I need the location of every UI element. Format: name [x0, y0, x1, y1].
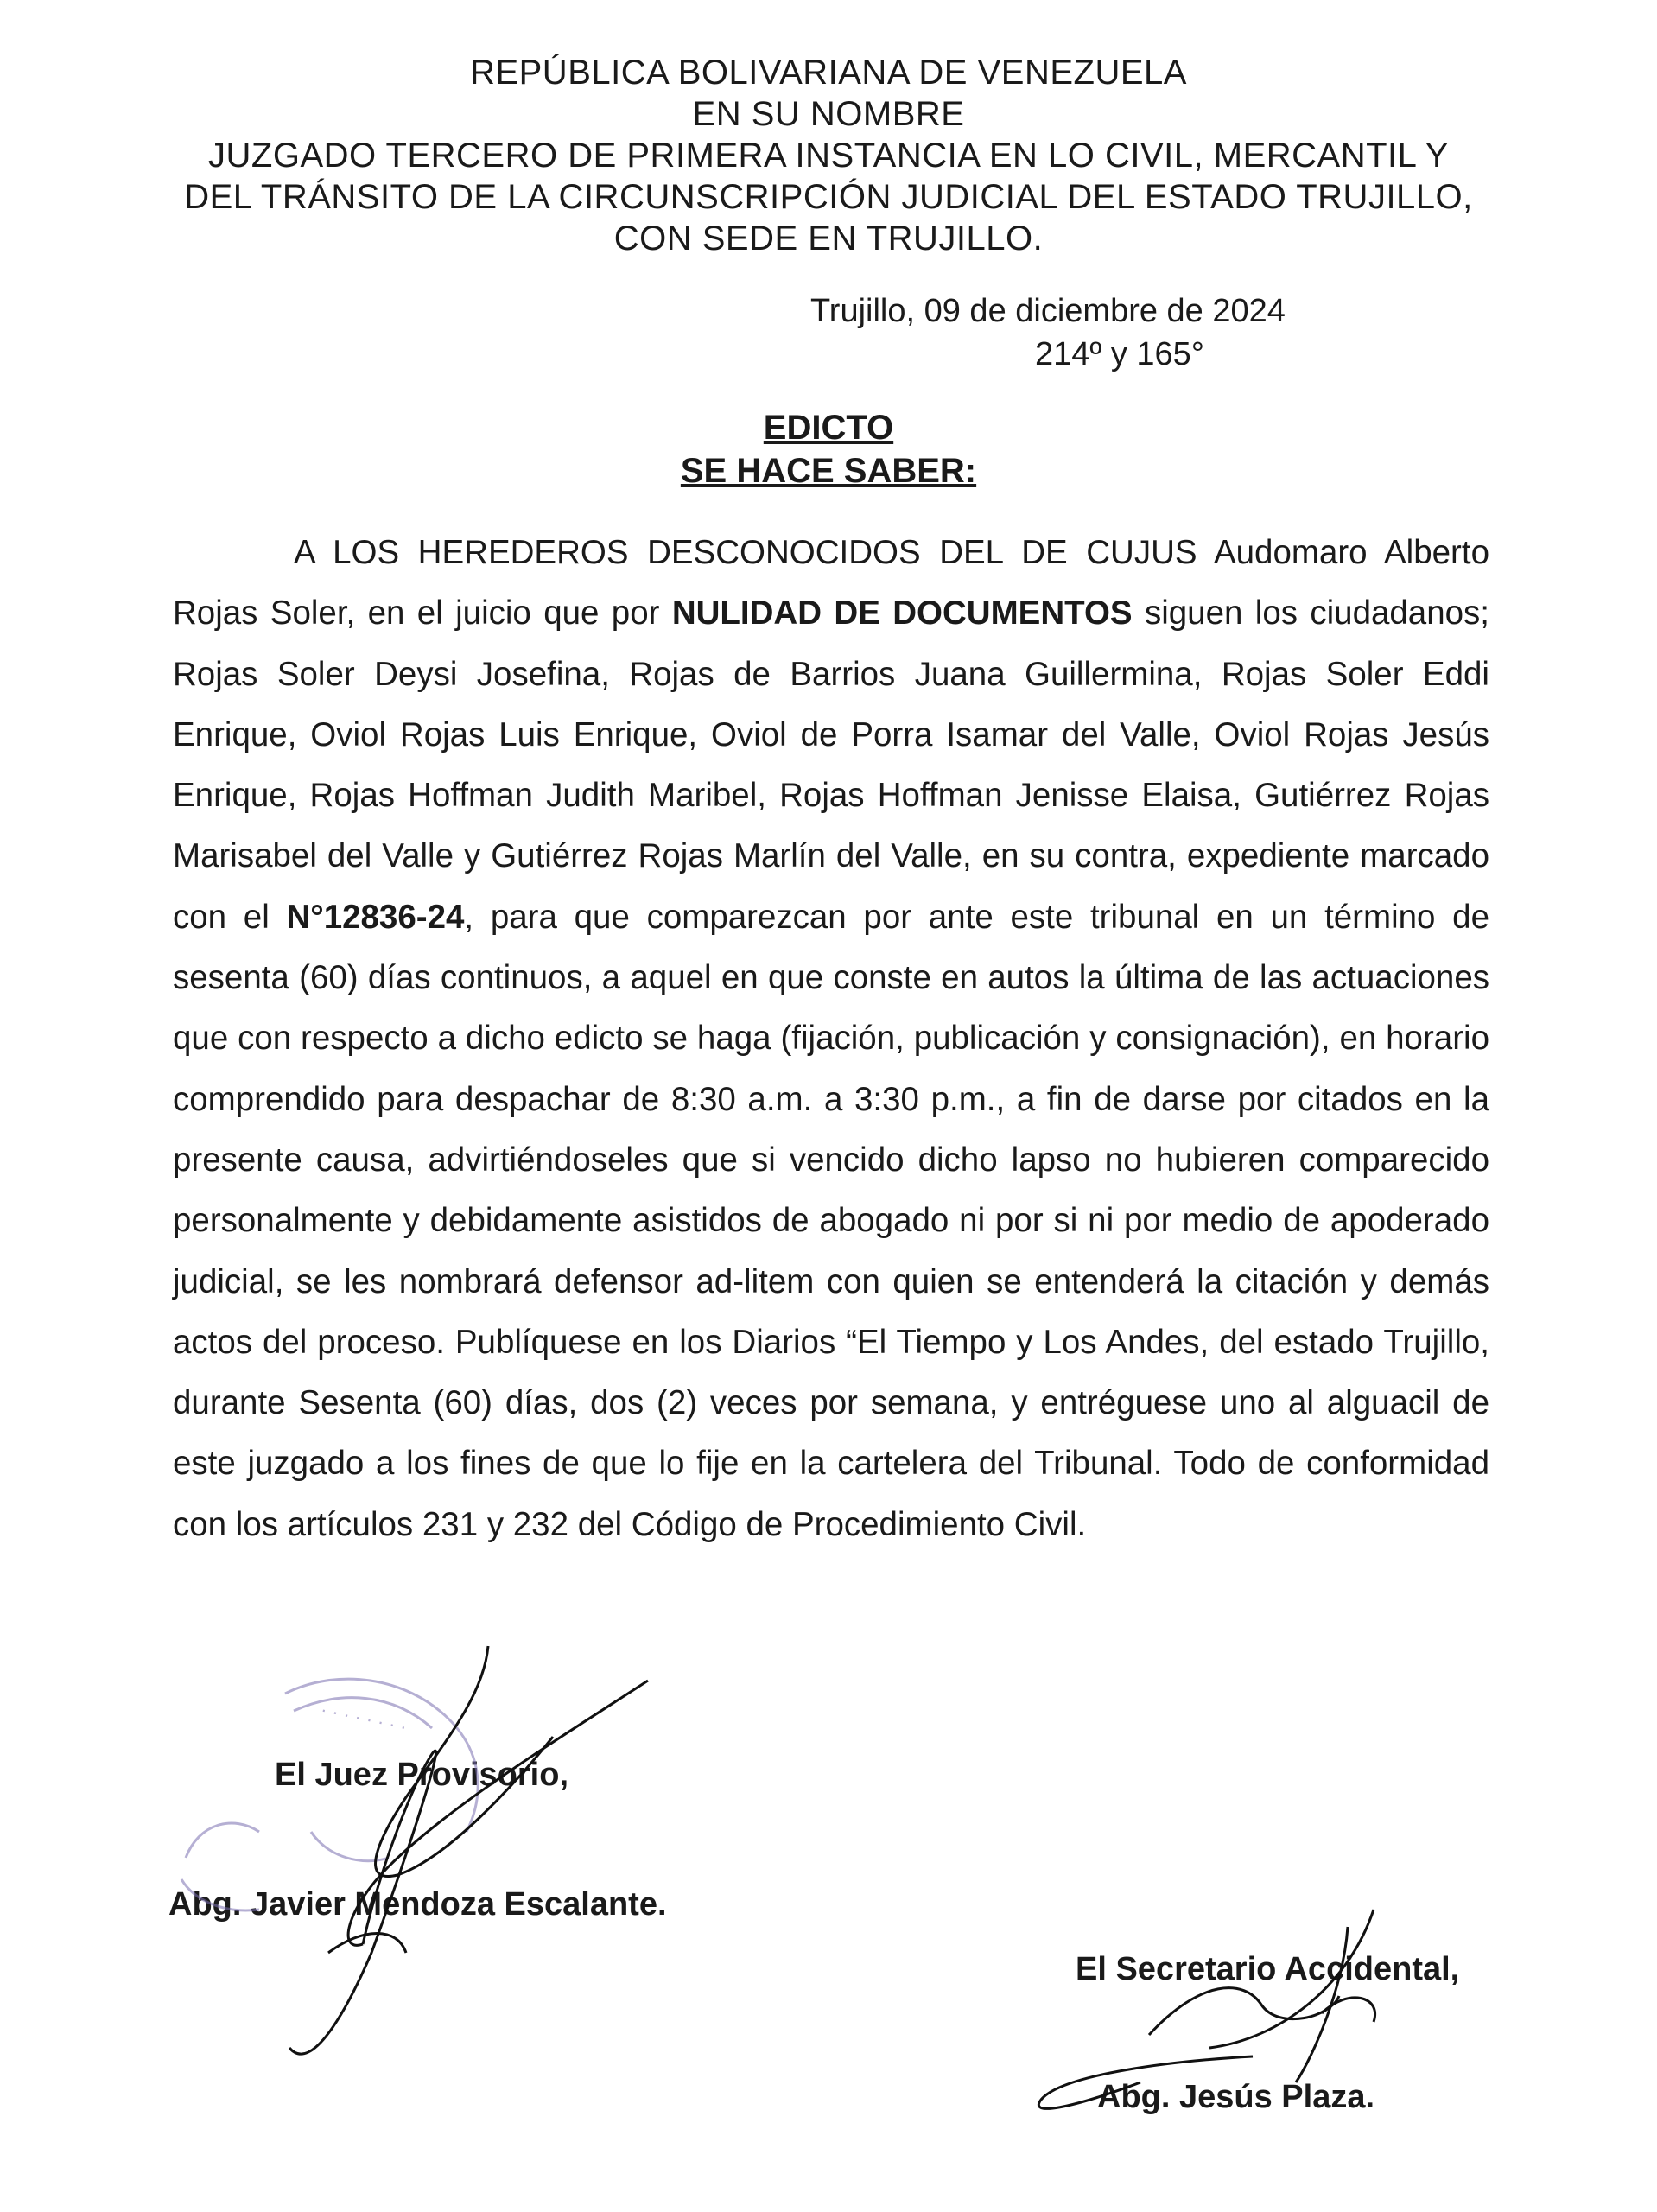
svg-text:· · · · · · · ·: · · · · · · · · — [318, 1698, 409, 1738]
judge-title: El Juez Provisorio, — [275, 1757, 568, 1793]
judge-name: Abg. Javier Mendoza Escalante. — [168, 1886, 667, 1923]
secretary-name: Abg. Jesús Plaza. — [1097, 2079, 1375, 2115]
place-date: Trujillo, 09 de diciembre de 2024 — [810, 293, 1286, 329]
secretary-title: El Secretario Accidental, — [1076, 1951, 1460, 1987]
body-part-3: , para que comparezcan por ante este tribunal en un término de sesenta (60) días continuos, a aquel en que conste en autos la última de las actuaciones que con respecto a dicho edicto se haga (fijación, publicación y consignación), en horario comprendido para despachar de 8:30 a.m. a 3:30 p.m., a fin de darse por citados en la presente causa, advirtiéndoseles que si vencido dicho lapso no hubieren comparecido personalmente y debidamente asistidos de abogado ni por si ni por medio de apoderado judicial, se les nombrará defensor ad-litem con quien se entenderá la citación y demás actos del proceso. Publíquese en los Diarios “El Tiempo y Los Andes, del estado Trujillo, durante Sesenta (60) días, dos (2) veces por semana, y entréguese uno al alguacil de este juzgado a los fines de que lo fije en la cartelera del Tribunal. Todo de conformidad con los artículos 231 y 232 del Código de Procedimiento Civil. — [173, 898, 1489, 1543]
case-number: N°12836-24 — [286, 898, 465, 936]
edicto-title: EDICTO — [763, 409, 894, 447]
document-header — [0, 52, 1657, 259]
case-type: NULIDAD DE DOCUMENTOS — [671, 594, 1133, 632]
header-in-its-name: EN SU NOMBRE — [692, 95, 965, 133]
years-line: 214º y 165° — [1035, 336, 1204, 372]
body-part-2: siguen los ciudadanos; Rojas Soler Deysi Josefina, Rojas de Barrios Juana Guillermina, Rojas Soler Eddi Enrique, Oviol Rojas Luis Enrique, Oviol de Porra Isamar del Valle, Oviol Rojas Jesús Enrique, Rojas Hoffman Judith Maribel, Rojas Hoffman Jenisse Elaisa, Gutiérrez Rojas Marisabel del Valle y Gutiérrez Rojas Marlín del Valle, en su contra, expediente marcado con el — [173, 594, 1489, 936]
header-republic: REPÚBLICA BOLIVARIANA DE VENEZUELA — [470, 54, 1187, 92]
edict-paragraph — [173, 523, 1489, 1555]
edict-body — [173, 523, 1489, 1555]
document-title — [0, 406, 1657, 493]
header-court-line-2: DEL TRÁNSITO DE LA CIRCUNSCRIPCIÓN JUDICIAL DEL ESTADO TRUJILLO, — [184, 178, 1473, 216]
header-court-seat: CON SEDE EN TRUJILLO. — [613, 219, 1044, 257]
header-court-line-1: JUZGADO TERCERO DE PRIMERA INSTANCIA EN LO CIVIL, MERCANTIL Y — [208, 137, 1449, 175]
se-hace-saber-title: SE HACE SABER: — [680, 452, 977, 490]
dateline — [810, 289, 1286, 376]
body-part-1: A LOS HEREDEROS DESCONOCIDOS DEL DE CUJUS Audomaro Alberto Rojas Soler, en el juicio que por — [173, 534, 1489, 632]
judge-signature — [289, 1646, 648, 2054]
